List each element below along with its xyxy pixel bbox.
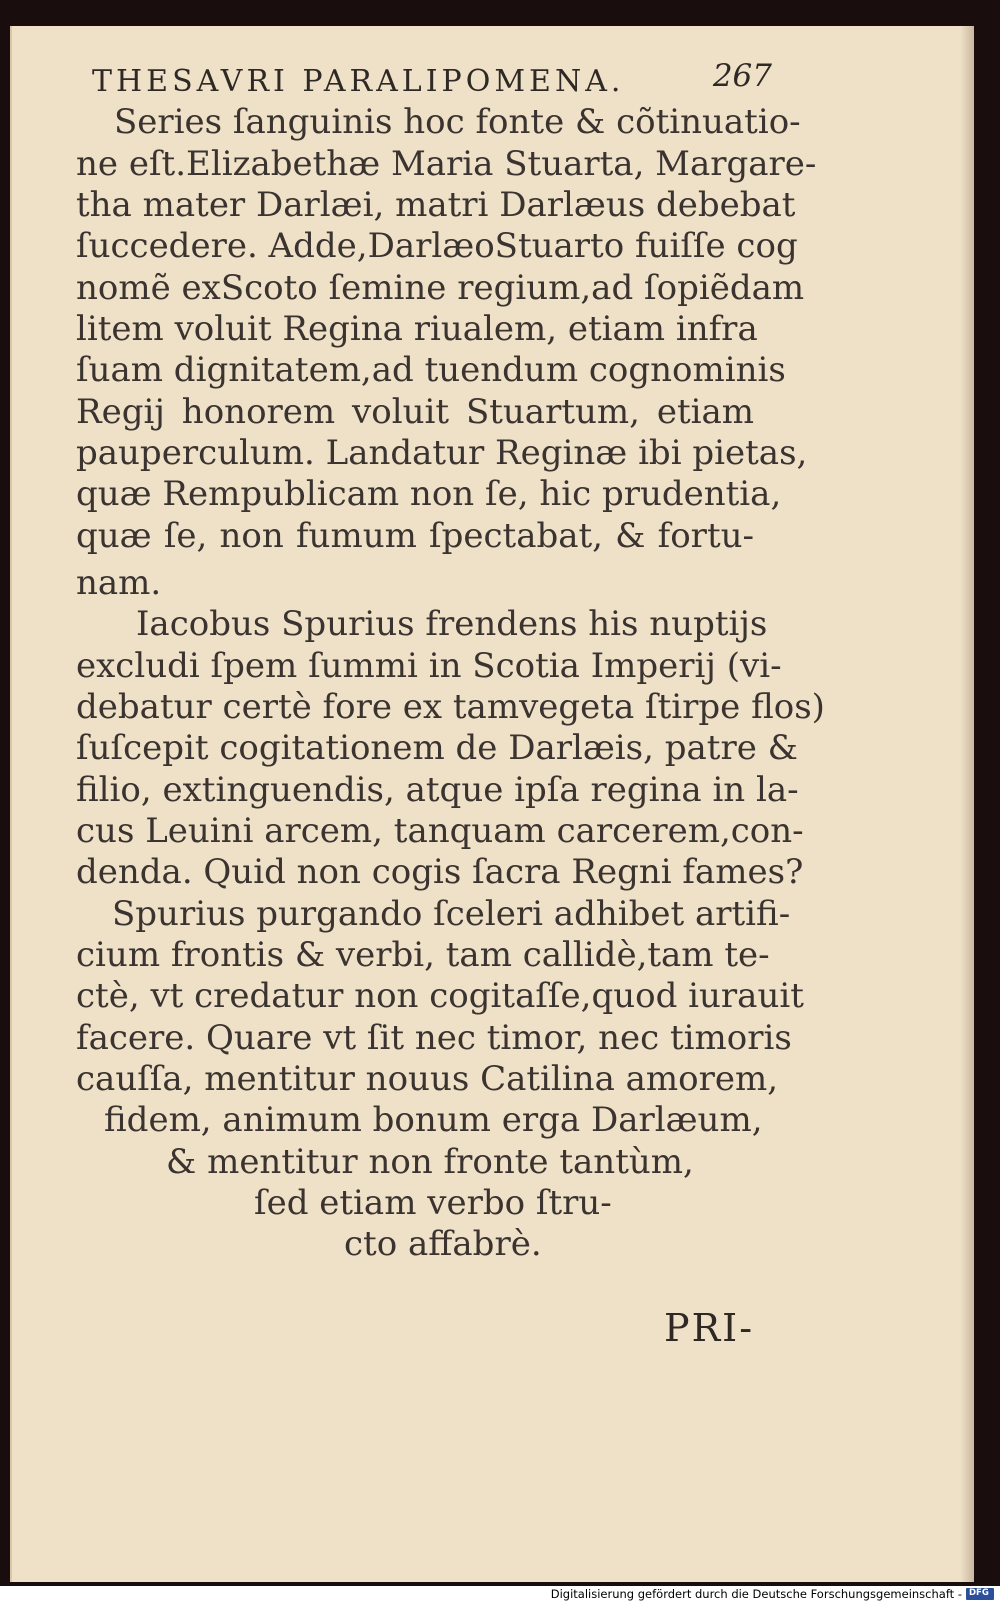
- text-line: pauperculum. Landatur Reginæ ibi pietas,: [76, 433, 808, 473]
- text-line: Iacobus Spurius frendens his nuptijs: [136, 604, 768, 644]
- text-line: nomẽ exScoto ſemine regium,ad ſopiẽdam: [76, 268, 805, 308]
- text-line: excludi ſpem ſummi in Scotia Imperij (vi-: [76, 646, 782, 686]
- text-line: Series ſanguinis hoc fonte & cõtinuatio-: [114, 102, 801, 142]
- text-line: nam.: [76, 563, 162, 603]
- text-line: Regij honorem voluit Stuartum, etiam: [76, 392, 754, 432]
- text-line: facere. Quare vt ſit nec timor, nec timoris: [76, 1018, 792, 1058]
- catchword: PRI-: [664, 1306, 755, 1350]
- text-line: fidem, animum bonum erga Darlæum,: [104, 1100, 763, 1140]
- text-line: ſed etiam verbo ſtru-: [254, 1183, 612, 1223]
- text-line: ſuam dignitatem,ad tuendum cognominis: [76, 350, 786, 390]
- text-line: ctè, vt credatur non cogitaſſe,quod iurauit: [76, 976, 804, 1016]
- text-line: denda. Quid non cogis ſacra Regni fames?: [76, 852, 804, 892]
- text-line: litem voluit Regina riualem, etiam infra: [76, 309, 758, 349]
- text-line: cauſſa, mentitur nouus Catilina amorem,: [76, 1059, 779, 1099]
- text-line: filio, extinguendis, atque ipſa regina in la-: [76, 770, 799, 810]
- digitization-footer: [550, 1586, 1000, 1603]
- text-line: tha mater Darlæi, matri Darlæus debebat: [76, 185, 796, 225]
- text-line: quæ ſe, non fumum ſpectabat, & fortu-: [76, 516, 754, 556]
- dfg-logo-icon: [966, 1588, 994, 1600]
- page-number: 267: [712, 58, 772, 94]
- funding-credit: Digitalisierung gefördert durch die Deutsche Forschungsgemeinschaft -: [550, 1587, 962, 1601]
- text-line: ne eſt.Elizabethæ Maria Stuarta, Margare-: [76, 144, 817, 184]
- text-line: debatur certè fore ex tamvegeta ſtirpe flos): [76, 687, 825, 727]
- text-line: & mentitur non fronte tantùm,: [166, 1142, 694, 1182]
- text-line: Spurius purgando ſceleri adhibet artifi-: [112, 894, 791, 934]
- text-line: ſuſcepit cogitationem de Darlæis, patre &: [76, 728, 798, 768]
- dfg-logo-text: DFG: [969, 1588, 989, 1598]
- text-line: quæ Rempublicam non ſe, hic prudentia,: [76, 474, 782, 514]
- text-line: ſuccedere. Adde,DarlæoStuarto fuiſſe cog: [76, 226, 798, 266]
- text-line: cus Leuini arcem, tanquam carcerem,con-: [76, 811, 804, 851]
- running-head-title: THESAVRI PARALIPOMENA.: [92, 64, 625, 99]
- text-line: cto affabrè.: [344, 1224, 542, 1264]
- text-line: cium frontis & verbi, tam callidè,tam te-: [76, 935, 770, 975]
